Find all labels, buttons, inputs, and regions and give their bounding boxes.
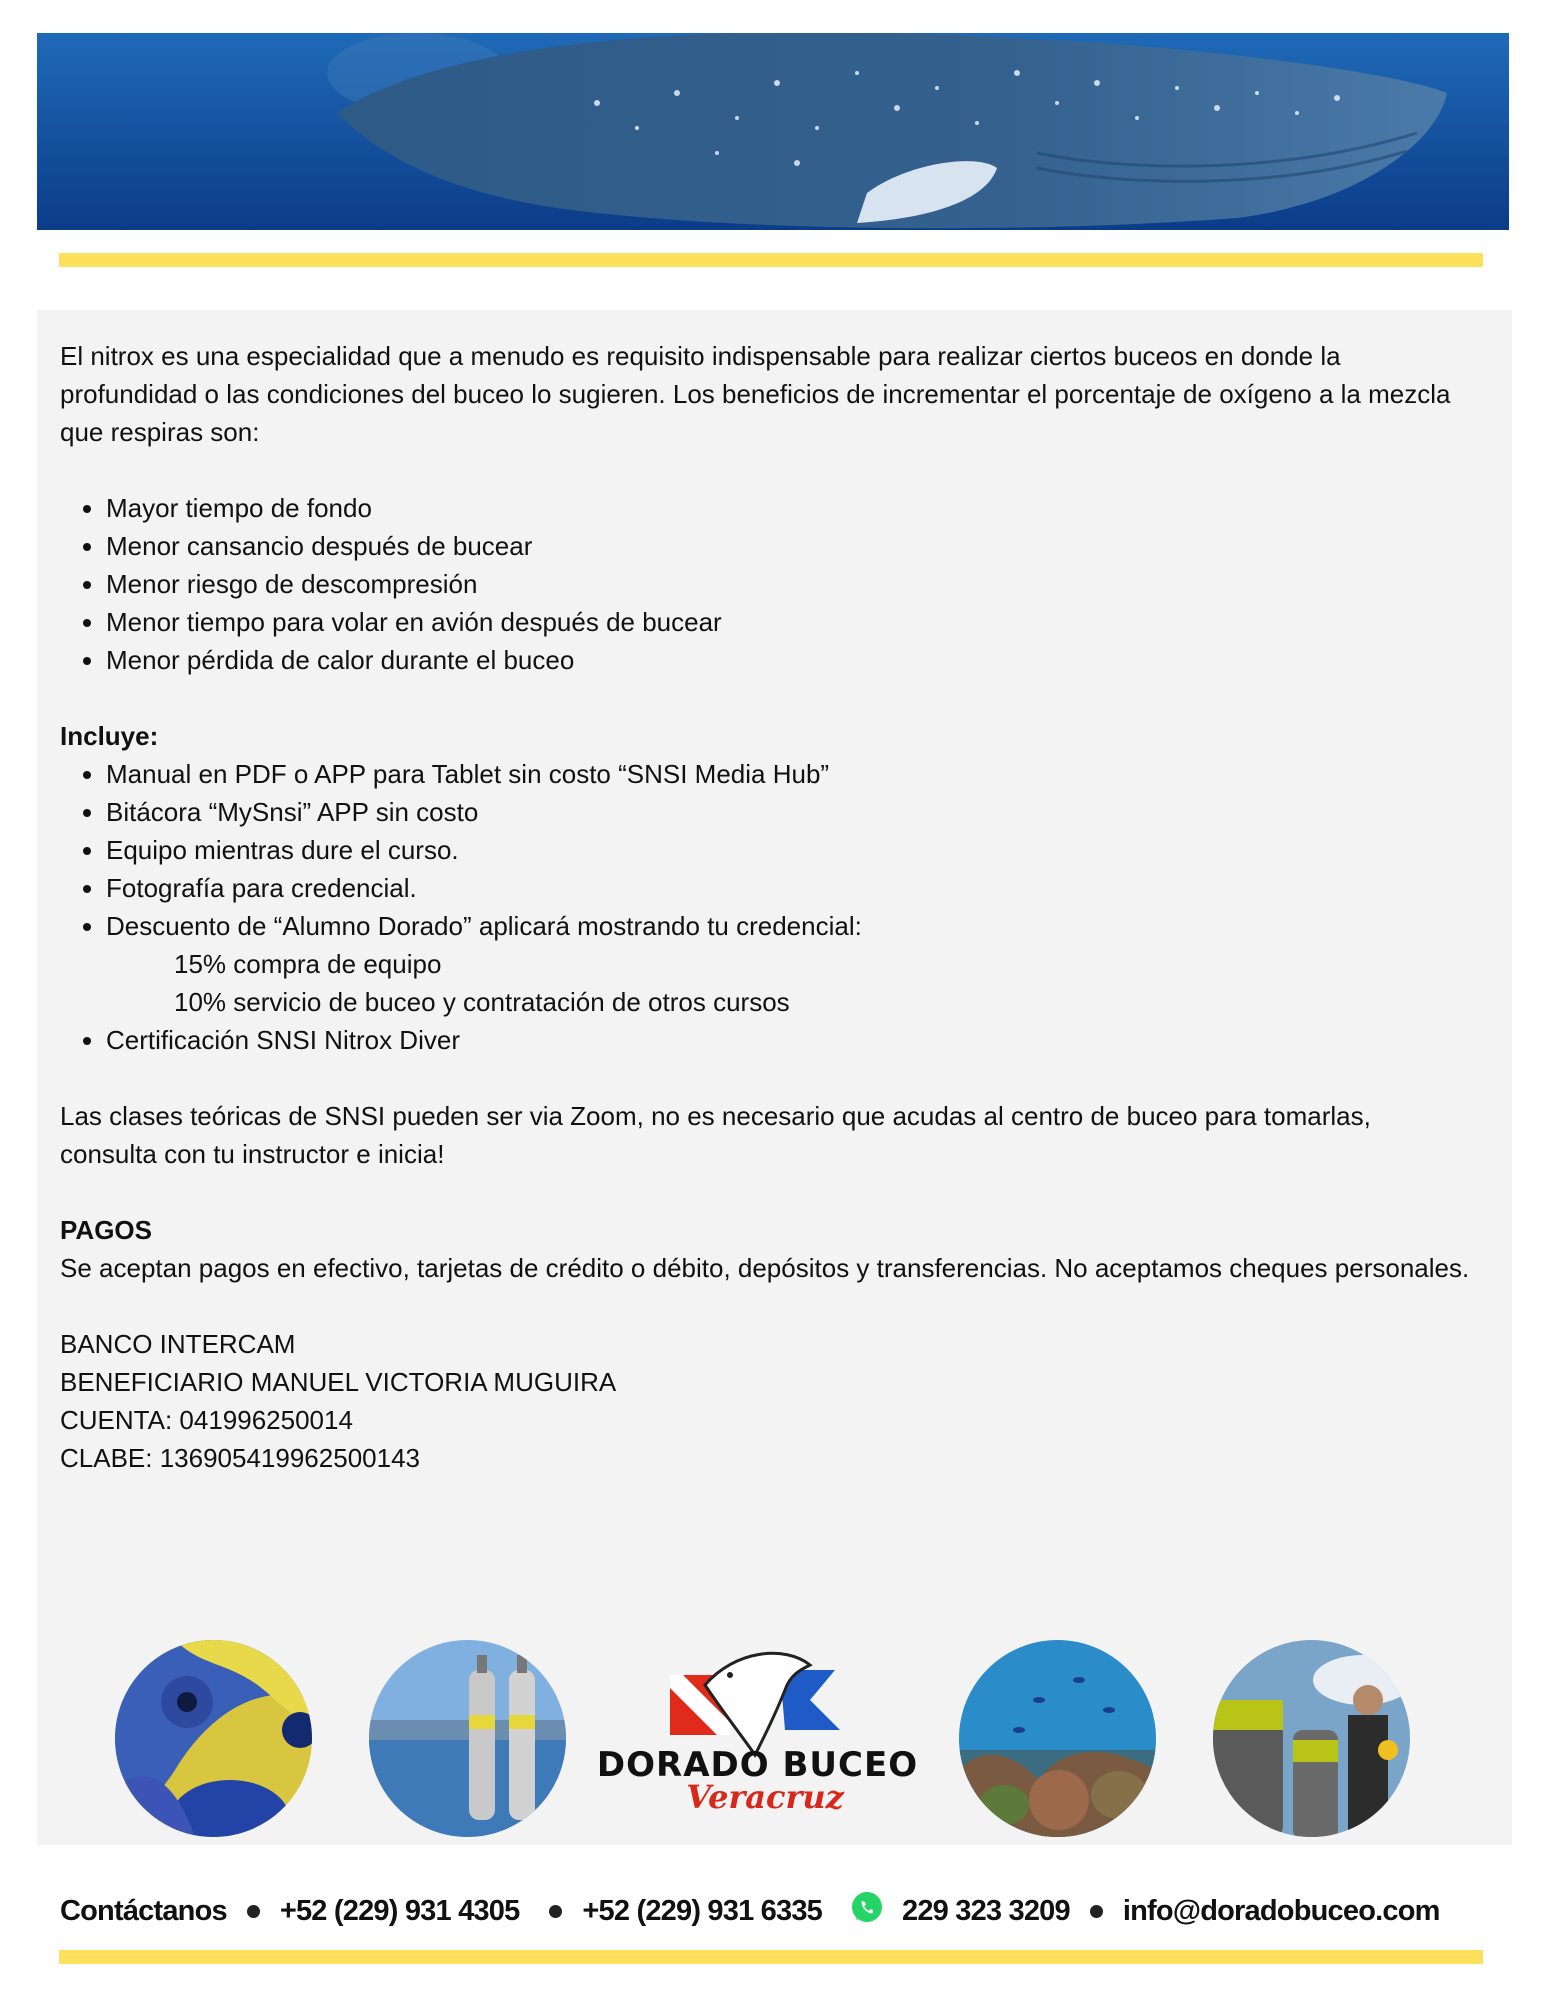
fish-photo xyxy=(115,1640,312,1837)
top-accent-bar xyxy=(59,253,1483,267)
bullet-dot-icon xyxy=(247,1905,260,1918)
payments-text: Se aceptan pagos en efectivo, tarjetas de crédito o débito, depósitos y transferencias. No aceptamos cheques personales. xyxy=(60,1253,1470,1283)
reef-photo xyxy=(959,1640,1156,1837)
whatsapp-number-link[interactable]: 229 323 3209 xyxy=(902,1894,1070,1927)
dorado-buceo-logo xyxy=(595,1645,920,1825)
diver-tanks-photo xyxy=(1213,1640,1410,1837)
list-item: • Menor tiempo para volar en avión después de bucear xyxy=(106,603,1481,641)
bullet-dot-icon xyxy=(1090,1905,1103,1918)
list-item: • Bitácora “MySnsi” APP sin costo xyxy=(106,793,1481,831)
bank-account: CUENTA: 041996250014 xyxy=(60,1405,353,1435)
logo-title: DORADO BUCEO xyxy=(596,1745,919,1785)
contact-label: Contáctanos xyxy=(60,1894,227,1927)
bank-beneficiary: BENEFICIARIO MANUEL VICTORIA MUGUIRA xyxy=(60,1367,617,1397)
bank-clabe: CLABE: 136905419962500143 xyxy=(60,1443,420,1473)
includes-list-end xyxy=(60,1021,1481,1059)
tanks-lake-photo xyxy=(369,1640,566,1837)
list-item: • Descuento de “Alumno Dorado” aplicará mostrando tu credencial: xyxy=(106,907,1481,945)
list-item: • Fotografía para credencial. xyxy=(106,869,1481,907)
discount-services: 10% servicio de buceo y contratación de otros cursos xyxy=(174,987,790,1017)
payments-heading: PAGOS xyxy=(60,1215,152,1245)
list-item: • Manual en PDF o APP para Tablet sin costo “SNSI Media Hub” xyxy=(106,755,1481,793)
email-link[interactable]: info@doradobuceo.com xyxy=(1122,1894,1440,1927)
phone-2-link[interactable]: +52 (229) 931 6335 xyxy=(582,1894,822,1927)
whatsapp-icon xyxy=(850,1890,884,1932)
benefits-list xyxy=(60,489,1481,679)
discount-equipment: 15% compra de equipo xyxy=(174,949,442,979)
list-item: • Menor riesgo de descompresión xyxy=(106,565,1481,603)
intro-paragraph: El nitrox es una especialidad que a menudo es requisito indispensable para realizar ciertos buceos en donde la profundidad o las condiciones del buceo lo sugieren. Los beneficios de incrementar el porcentaje de oxígeno a la mezcla que respiras son: xyxy=(60,341,1451,447)
logo-subtitle: Veracruz xyxy=(686,1778,844,1816)
bottom-accent-bar xyxy=(59,1950,1483,1964)
main-content xyxy=(60,337,1481,1477)
includes-heading: Incluye: xyxy=(60,721,159,751)
bank-name: BANCO INTERCAM xyxy=(60,1329,296,1359)
classes-note: Las clases teóricas de SNSI pueden ser via Zoom, no es necesario que acudas al centro de buceo para tomarlas, consulta con tu instructor e inicia! xyxy=(60,1101,1371,1169)
list-item: • Menor pérdida de calor durante el buceo xyxy=(106,641,1481,679)
list-item: • Menor cansancio después de bucear xyxy=(106,527,1481,565)
whale-illustration xyxy=(37,33,1509,230)
list-item: • Equipo mientras dure el curso. xyxy=(106,831,1481,869)
list-item: • Certificación SNSI Nitrox Diver xyxy=(106,1021,1481,1059)
banner-whale-image xyxy=(37,33,1509,230)
phone-1-link[interactable]: +52 (229) 931 4305 xyxy=(279,1894,520,1927)
bullet-dot-icon xyxy=(549,1905,562,1918)
contact-bar xyxy=(60,1889,1481,1933)
list-item: • Mayor tiempo de fondo xyxy=(106,489,1481,527)
includes-list xyxy=(60,755,1481,945)
